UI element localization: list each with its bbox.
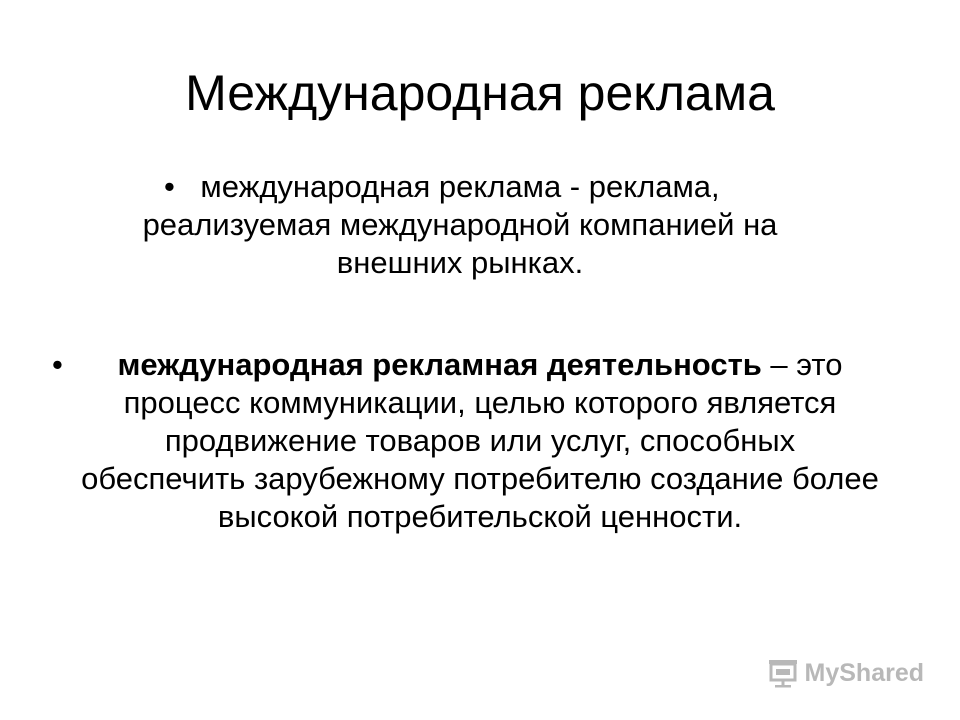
- bullet-item: [110, 168, 810, 282]
- bullet-text: – это процесс коммуникации, целью которого является продвижение товаров или услуг, способных обеспечить зарубежному потребителю создание более высокой потребительской ценности.: [81, 347, 879, 534]
- bullet-marker: •: [52, 347, 63, 382]
- bullet-item: [52, 346, 880, 536]
- bullet-marker: •: [164, 169, 175, 204]
- slide-title: Международная реклама: [185, 65, 775, 121]
- bullet-list: [0, 168, 960, 536]
- bullet-term: международная рекламная деятельность: [117, 347, 762, 382]
- bullet-text-wrap: [80, 346, 880, 536]
- watermark-text: MyShared: [804, 658, 924, 687]
- presentation-icon: [767, 658, 799, 688]
- bullet-text: международная реклама - реклама, реализуемая международной компанией на внешних рынках.: [142, 169, 778, 280]
- watermark: [767, 654, 924, 692]
